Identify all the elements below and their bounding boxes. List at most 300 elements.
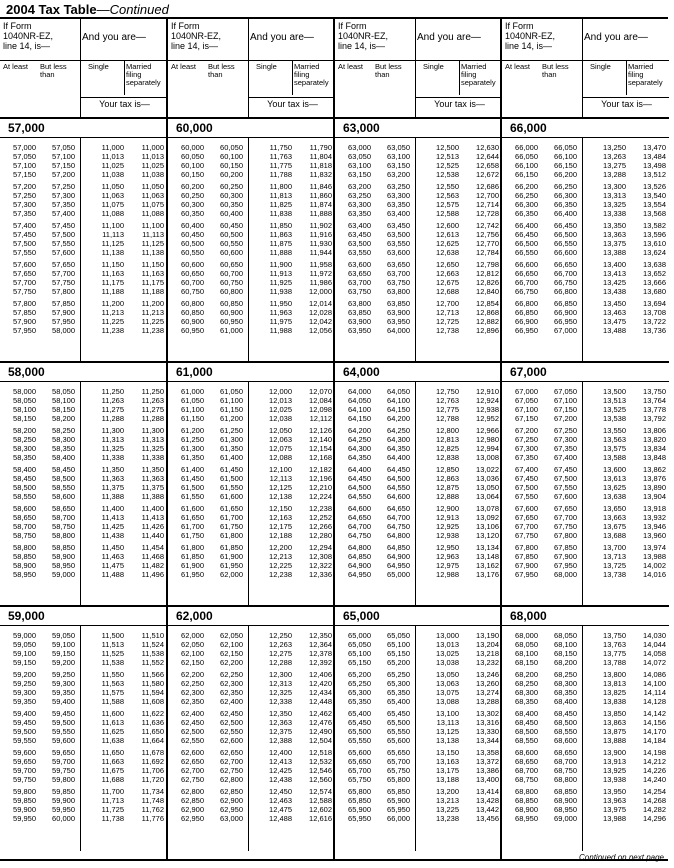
table-row — [502, 483, 669, 492]
table-row — [0, 766, 167, 775]
married-tax-value: 11,075 — [141, 200, 164, 209]
at-least-value: 60,350 — [181, 209, 204, 218]
section-title — [502, 363, 669, 381]
table-row — [335, 444, 502, 453]
table-row — [335, 152, 502, 161]
at-least-value: 61,900 — [181, 561, 204, 570]
less-than-value: 57,800 — [52, 287, 75, 296]
married-tax-value: 14,198 — [643, 748, 666, 757]
single-tax-value: 12,300 — [269, 670, 292, 679]
single-tax-value: 13,513 — [603, 396, 626, 405]
married-tax-value: 11,288 — [141, 414, 164, 423]
section-title-rule — [168, 381, 335, 382]
less-than-value: 67,450 — [554, 465, 577, 474]
less-than-value: 62,400 — [220, 697, 243, 706]
at-least-value: 66,000 — [515, 143, 538, 152]
single-tax-value: 11,600 — [101, 709, 124, 718]
at-least-value: 64,250 — [348, 435, 371, 444]
less-than-value: 65,350 — [387, 688, 410, 697]
married-tax-value: 12,882 — [476, 317, 499, 326]
table-row — [502, 143, 669, 152]
at-least-value: 59,650 — [13, 757, 36, 766]
value-column-divider — [248, 138, 249, 363]
at-least-value: 68,900 — [515, 805, 538, 814]
married-tax-value: 12,196 — [309, 474, 332, 483]
less-than-value: 68,100 — [554, 640, 577, 649]
value-column-divider — [415, 626, 416, 851]
less-than-value: 63,050 — [387, 143, 410, 152]
at-least-label: At least — [171, 62, 197, 71]
at-least-value: 65,900 — [348, 805, 371, 814]
less-than-value: 67,900 — [554, 552, 577, 561]
header-column-divider — [459, 60, 460, 95]
at-least-value: 61,200 — [181, 426, 204, 435]
at-least-value: 57,700 — [13, 278, 36, 287]
married-tax-value: 11,313 — [141, 435, 164, 444]
at-least-value: 67,950 — [515, 570, 538, 579]
header-column-divider — [582, 19, 583, 119]
single-tax-value: 11,213 — [101, 308, 124, 317]
married-tax-value: 11,972 — [309, 269, 332, 278]
at-least-value: 58,400 — [13, 465, 36, 474]
less-than-value: 68,400 — [554, 697, 577, 706]
header-divider — [0, 60, 167, 61]
less-than-value: 66,950 — [554, 317, 577, 326]
married-tax-value: 12,462 — [309, 709, 332, 718]
single-tax-value: 13,975 — [603, 805, 626, 814]
less-than-value: 60,200 — [220, 170, 243, 179]
table-row — [168, 697, 335, 706]
less-than-value: 66,300 — [554, 191, 577, 200]
single-tax-value: 11,925 — [269, 278, 292, 287]
table-row — [502, 649, 669, 658]
table-row — [168, 287, 335, 296]
single-tax-value: 11,750 — [269, 143, 292, 152]
at-least-value: 67,250 — [515, 435, 538, 444]
married-tax-value: 12,980 — [476, 435, 499, 444]
at-least-value: 61,750 — [181, 531, 204, 540]
single-tax-value: 13,663 — [603, 513, 626, 522]
single-tax-value: 12,625 — [436, 239, 459, 248]
less-than-value: 62,250 — [220, 670, 243, 679]
married-tax-value: 12,126 — [309, 426, 332, 435]
single-tax-value: 13,038 — [436, 658, 459, 667]
married-tax-value: 11,300 — [141, 426, 164, 435]
married-tax-value: 12,826 — [476, 278, 499, 287]
less-than-value: 65,400 — [387, 697, 410, 706]
single-tax-value: 12,400 — [269, 748, 292, 757]
table-row — [168, 161, 335, 170]
married-tax-value: 11,013 — [141, 152, 164, 161]
table-row — [168, 308, 335, 317]
married-tax-value: 12,504 — [309, 736, 332, 745]
less-than-value: 68,650 — [554, 748, 577, 757]
less-than-value: 59,900 — [52, 796, 75, 805]
married-tax-value: 12,994 — [476, 444, 499, 453]
married-tax-value: 13,876 — [643, 474, 666, 483]
single-tax-value: 11,775 — [269, 161, 292, 170]
single-tax-value: 11,425 — [101, 522, 124, 531]
at-least-value: 64,550 — [348, 492, 371, 501]
at-least-value: 67,650 — [515, 513, 538, 522]
table-row — [0, 239, 167, 248]
less-than-value: 65,650 — [387, 748, 410, 757]
single-tax-value: 12,125 — [269, 483, 292, 492]
income-section — [335, 607, 502, 851]
married-tax-value: 13,722 — [643, 317, 666, 326]
filing-status-header: And you are— — [250, 32, 314, 43]
married-tax-value: 14,128 — [643, 697, 666, 706]
single-tax-value: 12,950 — [436, 543, 459, 552]
at-least-value: 64,300 — [348, 444, 371, 453]
married-tax-value: 14,240 — [643, 775, 666, 784]
table-row — [168, 483, 335, 492]
table-row — [502, 688, 669, 697]
table-row — [0, 221, 167, 230]
table-row — [168, 492, 335, 501]
married-tax-value: 13,638 — [643, 260, 666, 269]
single-tax-value: 12,013 — [269, 396, 292, 405]
single-tax-value: 11,288 — [101, 414, 124, 423]
at-least-value: 66,550 — [515, 248, 538, 257]
at-least-value: 60,000 — [181, 143, 204, 152]
table-row — [168, 405, 335, 414]
at-least-value: 68,250 — [515, 679, 538, 688]
table-row — [168, 209, 335, 218]
single-tax-value: 13,400 — [603, 260, 626, 269]
married-tax-value: 13,946 — [643, 522, 666, 531]
header-column-divider — [124, 60, 125, 95]
less-than-value: 66,900 — [554, 308, 577, 317]
single-tax-value: 11,513 — [101, 640, 124, 649]
single-label: Single — [590, 62, 611, 71]
value-column-divider — [248, 626, 249, 851]
at-least-value: 60,850 — [181, 308, 204, 317]
table-row — [502, 718, 669, 727]
at-least-value: 64,900 — [348, 561, 371, 570]
married-tax-value: 13,554 — [643, 200, 666, 209]
married-tax-value: 11,608 — [141, 697, 164, 706]
at-least-value: 68,350 — [515, 697, 538, 706]
less-than-value: 69,000 — [554, 814, 577, 823]
table-row — [502, 787, 669, 796]
less-than-value: 62,700 — [220, 757, 243, 766]
single-tax-value: 12,188 — [269, 531, 292, 540]
married-tax-value: 12,672 — [476, 170, 499, 179]
married-tax-value: 13,232 — [476, 658, 499, 667]
at-least-value: 61,250 — [181, 435, 204, 444]
at-least-value: 67,050 — [515, 396, 538, 405]
section-title-rule — [335, 625, 502, 626]
married-tax-value: 11,734 — [141, 787, 164, 796]
less-than-value: 67,200 — [554, 414, 577, 423]
at-least-value: 59,800 — [13, 787, 36, 796]
single-tax-value: 13,188 — [436, 775, 459, 784]
married-tax-value: 12,392 — [309, 658, 332, 667]
less-than-value: 64,300 — [387, 435, 410, 444]
at-least-value: 62,550 — [181, 736, 204, 745]
married-tax-value: 12,252 — [309, 513, 332, 522]
less-than-value: 63,100 — [387, 152, 410, 161]
header-column-divider — [292, 60, 293, 95]
married-tax-value: 11,888 — [309, 209, 332, 218]
at-least-value: 57,650 — [13, 269, 36, 278]
less-than-value: 67,000 — [554, 326, 577, 335]
single-tax-value: 11,413 — [101, 513, 124, 522]
table-row — [0, 308, 167, 317]
at-least-value: 58,850 — [13, 552, 36, 561]
at-least-value: 65,300 — [348, 688, 371, 697]
table-row — [0, 522, 167, 531]
at-least-value: 67,500 — [515, 483, 538, 492]
at-least-value: 65,600 — [348, 748, 371, 757]
table-row — [502, 444, 669, 453]
header-line: 1040NR-EZ, — [505, 31, 556, 41]
table-row — [0, 474, 167, 483]
table-row — [0, 697, 167, 706]
married-tax-value: 12,070 — [309, 387, 332, 396]
single-tax-value: 13,125 — [436, 727, 459, 736]
section-title-text: 60,000 — [176, 121, 213, 135]
table-row — [335, 688, 502, 697]
at-least-value: 67,800 — [515, 543, 538, 552]
married-tax-value: 13,610 — [643, 239, 666, 248]
table-row — [335, 543, 502, 552]
single-tax-value: 12,100 — [269, 465, 292, 474]
table-row — [502, 269, 669, 278]
married-tax-value: 12,154 — [309, 444, 332, 453]
at-least-value: 57,000 — [13, 143, 36, 152]
table-row — [335, 308, 502, 317]
married-tax-value: 11,566 — [141, 670, 164, 679]
married-tax-value: 14,142 — [643, 709, 666, 718]
table-row — [335, 736, 502, 745]
less-than-value: 63,550 — [387, 239, 410, 248]
single-tax-value: 12,450 — [269, 787, 292, 796]
married-tax-value: 13,666 — [643, 278, 666, 287]
single-tax-value: 12,713 — [436, 308, 459, 317]
married-tax-value: 11,050 — [141, 182, 164, 191]
income-section — [335, 363, 502, 607]
less-than-value: 62,050 — [220, 631, 243, 640]
table-row — [502, 405, 669, 414]
single-tax-value: 13,913 — [603, 757, 626, 766]
married-tax-value: 12,014 — [309, 299, 332, 308]
header-line: line 14, is— — [338, 41, 386, 51]
married-tax-value: 12,420 — [309, 679, 332, 688]
married-tax-value: 13,736 — [643, 326, 666, 335]
married-tax-value: 11,350 — [141, 465, 164, 474]
table-row — [502, 658, 669, 667]
single-tax-value: 12,038 — [269, 414, 292, 423]
income-range-header — [505, 21, 555, 51]
married-tax-value: 11,388 — [141, 492, 164, 501]
at-least-value: 65,850 — [348, 796, 371, 805]
married-tax-value: 11,818 — [309, 161, 332, 170]
less-than-value: 59,250 — [52, 670, 75, 679]
single-tax-value: 12,325 — [269, 688, 292, 697]
married-tax-value: 13,050 — [476, 483, 499, 492]
single-tax-value: 11,613 — [101, 718, 124, 727]
at-least-value: 59,900 — [13, 805, 36, 814]
less-than-value: 60,900 — [220, 308, 243, 317]
less-than-value: 62,950 — [220, 805, 243, 814]
at-least-value: 58,050 — [13, 396, 36, 405]
at-least-value: 57,100 — [13, 161, 36, 170]
table-row — [0, 161, 167, 170]
less-than-value: 63,750 — [387, 278, 410, 287]
married-tax-value: 11,000 — [141, 143, 164, 152]
married-tax-value: 12,406 — [309, 670, 332, 679]
less-than-value: 65,450 — [387, 709, 410, 718]
table-row — [335, 658, 502, 667]
married-tax-value: 13,750 — [643, 387, 666, 396]
single-tax-value: 13,675 — [603, 522, 626, 531]
at-least-value: 59,150 — [13, 658, 36, 667]
table-row — [502, 465, 669, 474]
married-tax-value: 14,212 — [643, 757, 666, 766]
less-than-value: 62,750 — [220, 766, 243, 775]
single-tax-value: 13,013 — [436, 640, 459, 649]
table-row — [335, 426, 502, 435]
single-tax-value: 12,363 — [269, 718, 292, 727]
at-least-value: 66,750 — [515, 287, 538, 296]
table-row — [168, 152, 335, 161]
married-tax-value: 11,113 — [142, 230, 164, 239]
at-least-value: 63,450 — [348, 230, 371, 239]
at-least-value: 57,900 — [13, 317, 36, 326]
married-tax-value: 12,588 — [309, 796, 332, 805]
table-row — [168, 757, 335, 766]
table-row — [0, 727, 167, 736]
less-than-value: 65,050 — [387, 631, 410, 640]
at-least-value: 68,400 — [515, 709, 538, 718]
single-tax-value: 12,588 — [436, 209, 459, 218]
income-section — [502, 607, 669, 851]
single-tax-value: 11,988 — [269, 326, 292, 335]
table-row — [335, 513, 502, 522]
at-least-value: 68,800 — [515, 787, 538, 796]
single-tax-value: 12,350 — [269, 709, 292, 718]
less-than-value: 57,850 — [52, 299, 75, 308]
single-tax-value: 11,238 — [101, 326, 124, 335]
married-tax-value: 11,664 — [141, 736, 164, 745]
but-less-than-label: But less than — [40, 62, 67, 79]
married-tax-value: 13,526 — [643, 182, 666, 191]
at-least-value: 58,250 — [13, 435, 36, 444]
table-row — [168, 522, 335, 531]
at-least-value: 68,300 — [515, 688, 538, 697]
less-than-value: 59,800 — [52, 775, 75, 784]
single-tax-value: 11,038 — [101, 170, 124, 179]
table-row — [0, 736, 167, 745]
at-least-value: 59,050 — [13, 640, 36, 649]
less-than-value: 60,750 — [220, 278, 243, 287]
less-than-value: 64,100 — [387, 396, 410, 405]
single-tax-value: 12,963 — [436, 552, 459, 561]
less-than-value: 67,950 — [554, 561, 577, 570]
table-row — [0, 260, 167, 269]
table-row — [168, 796, 335, 805]
column-divider — [500, 19, 502, 859]
at-least-value: 62,050 — [181, 640, 204, 649]
table-row — [335, 727, 502, 736]
at-least-value: 58,000 — [13, 387, 36, 396]
at-least-value: 63,550 — [348, 248, 371, 257]
single-tax-value: 11,900 — [269, 260, 292, 269]
header-line: If Form — [505, 21, 534, 31]
at-least-value: 65,200 — [348, 670, 371, 679]
less-than-value: 67,250 — [554, 426, 577, 435]
less-than-value: 58,050 — [52, 387, 75, 396]
less-than-value: 58,150 — [52, 405, 75, 414]
less-than-value: 65,800 — [387, 775, 410, 784]
table-row — [168, 688, 335, 697]
table-row — [502, 570, 669, 579]
married-tax-value: 12,812 — [476, 269, 499, 278]
at-least-value: 60,700 — [181, 278, 204, 287]
table-row — [502, 736, 669, 745]
single-tax-value: 13,988 — [603, 814, 626, 823]
single-tax-value: 11,913 — [269, 269, 292, 278]
single-tax-value: 13,388 — [603, 248, 626, 257]
less-than-value: 64,650 — [387, 504, 410, 513]
table-row — [0, 658, 167, 667]
single-tax-value: 12,488 — [269, 814, 292, 823]
single-tax-value: 11,763 — [269, 152, 292, 161]
single-tax-value: 12,563 — [436, 191, 459, 200]
at-least-value: 66,700 — [515, 278, 538, 287]
less-than-value: 64,700 — [387, 513, 410, 522]
at-least-value: 65,800 — [348, 787, 371, 796]
married-tax-value: 11,650 — [141, 727, 164, 736]
table-row — [502, 766, 669, 775]
but-less-than-label: But less than — [542, 62, 569, 79]
single-tax-value: 12,150 — [269, 504, 292, 513]
table-row — [0, 543, 167, 552]
less-than-value: 61,300 — [220, 435, 243, 444]
less-than-value: 58,750 — [52, 522, 75, 531]
at-least-value: 60,200 — [181, 182, 204, 191]
at-least-value: 62,900 — [181, 805, 204, 814]
married-tax-value: 13,582 — [643, 221, 666, 230]
married-tax-value: 11,275 — [141, 405, 164, 414]
at-least-value: 65,400 — [348, 709, 371, 718]
table-row — [168, 396, 335, 405]
single-tax-value: 13,575 — [603, 444, 626, 453]
single-tax-value: 12,825 — [436, 444, 459, 453]
married-tax-value: 13,358 — [476, 748, 499, 757]
married-tax-value: 13,246 — [476, 670, 499, 679]
less-than-value: 63,600 — [387, 248, 410, 257]
less-than-value: 61,700 — [220, 513, 243, 522]
at-least-value: 66,100 — [515, 161, 538, 170]
at-least-value: 61,600 — [181, 504, 204, 513]
single-tax-value: 12,313 — [269, 679, 292, 688]
less-than-value: 61,050 — [220, 387, 243, 396]
less-than-value: 67,400 — [554, 453, 577, 462]
table-row — [502, 209, 669, 218]
single-tax-value: 13,138 — [436, 736, 459, 745]
table-row — [335, 757, 502, 766]
married-tax-value: 13,078 — [476, 504, 499, 513]
table-row — [502, 182, 669, 191]
at-least-value: 62,250 — [181, 679, 204, 688]
income-section — [168, 363, 335, 607]
less-than-value: 59,050 — [52, 631, 75, 640]
table-row — [0, 531, 167, 540]
table-row — [335, 748, 502, 757]
